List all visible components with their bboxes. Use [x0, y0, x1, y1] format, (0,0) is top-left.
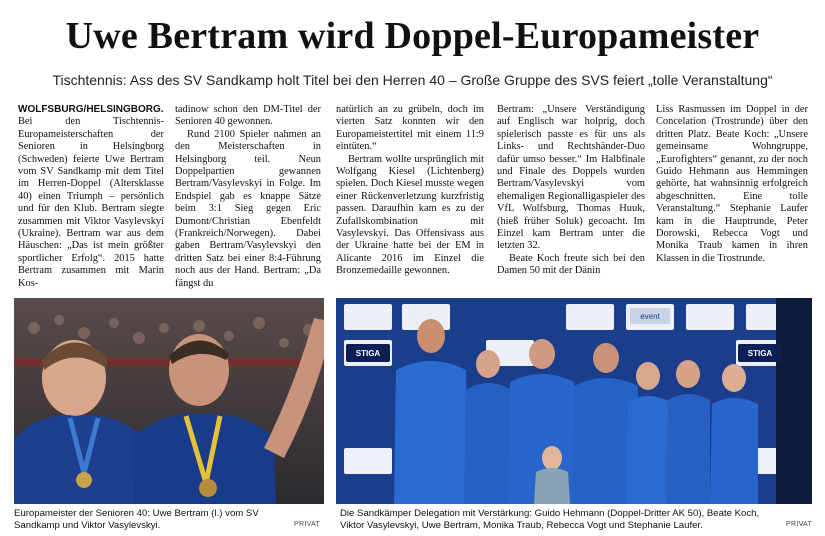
- photo-credit-right: PRIVAT: [786, 521, 813, 528]
- article-column-3: [336, 104, 484, 296]
- column-text: Rund 2100 Spieler nahmen an den Meisterschaften in Helsingborg teil. Neun Doppelpartien gewannen Bertram/Vasylevskyi in Folge. Im Endspiel gab es knappe Sätze beim 3:1 Sieg gegen Eric Dumont/Christian Ebenfeldt (Frankreich/Norwegen). Dabei gaben Bertram/Vasylevskyi den dritten Satz bei einer 8:4-Führung noch aus der Hand. Bertram: „Da fängst du: [175, 128, 321, 289]
- photo-caption-right: Die Sandkämper Delegation mit Verstärkung: Guido Hehmann (Doppel-Dritter AK 50), Beate Koch, Viktor Vasylevskyi, Uwe Bertram, Monika Traub, Rebecca Vogt und Stephanie Laufer.: [340, 508, 760, 531]
- photo-credit-left: PRIVAT: [294, 521, 321, 528]
- dateline: WOLFSBURG/HELSINGBORG.: [18, 104, 164, 115]
- photo-caption-left: Europameister der Senioren 40: Uwe Bertram (l.) vom SV Sandkamp und Viktor Vasylevskyi.: [14, 508, 259, 531]
- article-column-2: [175, 104, 321, 296]
- headline: Uwe Bertram wird Doppel-Europameister: [65, 15, 760, 57]
- column-text: Beate Koch freute sich bei den Damen 50 mit der Dänin: [497, 252, 645, 277]
- article-column-1: [18, 104, 164, 296]
- stiga-sign: STIGA: [346, 344, 390, 362]
- column-text: Bertram wollte ursprünglich mit Wolfgang Kiesel (Lichtenberg) spielen. Doch Kiesel musste wegen einer Rückenverletzung kurzfristig passen. Daraufhin kam es zu der Zufallskombination mit Vasylevskyi. Das Offensivass aus der Ukraine hatte bei der EM in Alicante 2016 im Einzel die Bronzemedaille gewonnen.: [336, 153, 484, 277]
- column-text: Bei den Tischtennis-Europameisterschaften der Senioren in Helsingborg (Schweden) feierte Uwe Bertram vom SV Sandkamp mit dem Titel im Herren-Doppel (Altersklasse 40) einen Triumph – persönlich und für den Klub. Bertram siegte zusammen mit Viktor Vasylevskyi (Ukraine). Bertram war aus dem Häuschen: „Das ist mein größter sportlicher Erfolg“. 2015 hatte Bertram zusammen mit Marin Kos-: [18, 116, 164, 289]
- photo-champions: [14, 298, 324, 504]
- column-text: Liss Rasmussen im Doppel in der Concelation (Trostrunde) über den dritten Platz. Beate Koch: „Unsere gemeinsame Wohngruppe, „Eurofighters“ genannt, zu der noch Guido Hehmann aus Hemmingen gehörte, hat wahnsinnig erfolgreich abgeschnitten. Eine tolle Veranstaltung.“ Stephanie Laufer kam in die Hauptrunde, Peter Dorowski, Rebecca Vogt und Monika Traub kamen in ihren Klassen in die Trostrunde.: [656, 104, 808, 264]
- event-sign: event: [630, 308, 670, 324]
- subheadline: Tischtennis: Ass des SV Sandkamp holt Titel bei den Herren 40 – Große Gruppe des SVS feiert „tolle Veranstaltung“: [52, 72, 773, 88]
- article-column-5: [656, 104, 808, 296]
- column-text: tadinow schon den DM-Titel der Senioren 40 gewonnen.: [175, 104, 321, 128]
- photo-delegation: [336, 298, 812, 504]
- photo-champions-image: [14, 298, 324, 504]
- photo-delegation-image: [336, 298, 812, 504]
- stiga-sign: STIGA: [738, 344, 782, 362]
- column-text: natürlich an zu grübeln, doch im vierten Satz konnten wir den Europameistertitel mit einem 11:9 eintüten.“: [336, 104, 484, 153]
- article-column-4: [497, 104, 645, 296]
- column-text: Bertram: „Unsere Verständigung auf Englisch war holprig, doch spielerisch passte es für uns als Links- und Rechtshänder-Duo dafür umso besser.“ Im Halbfinale und Finale des Doppels wurden Bertram/Vasylevskyi vom ehemaligen Regionalligaspieler des VfL Wolfsburg, Thomas Huuk, (hieß früher Soluk) gecoacht. Im Einzel kam Bertram unter die letzten 32.: [497, 104, 645, 252]
